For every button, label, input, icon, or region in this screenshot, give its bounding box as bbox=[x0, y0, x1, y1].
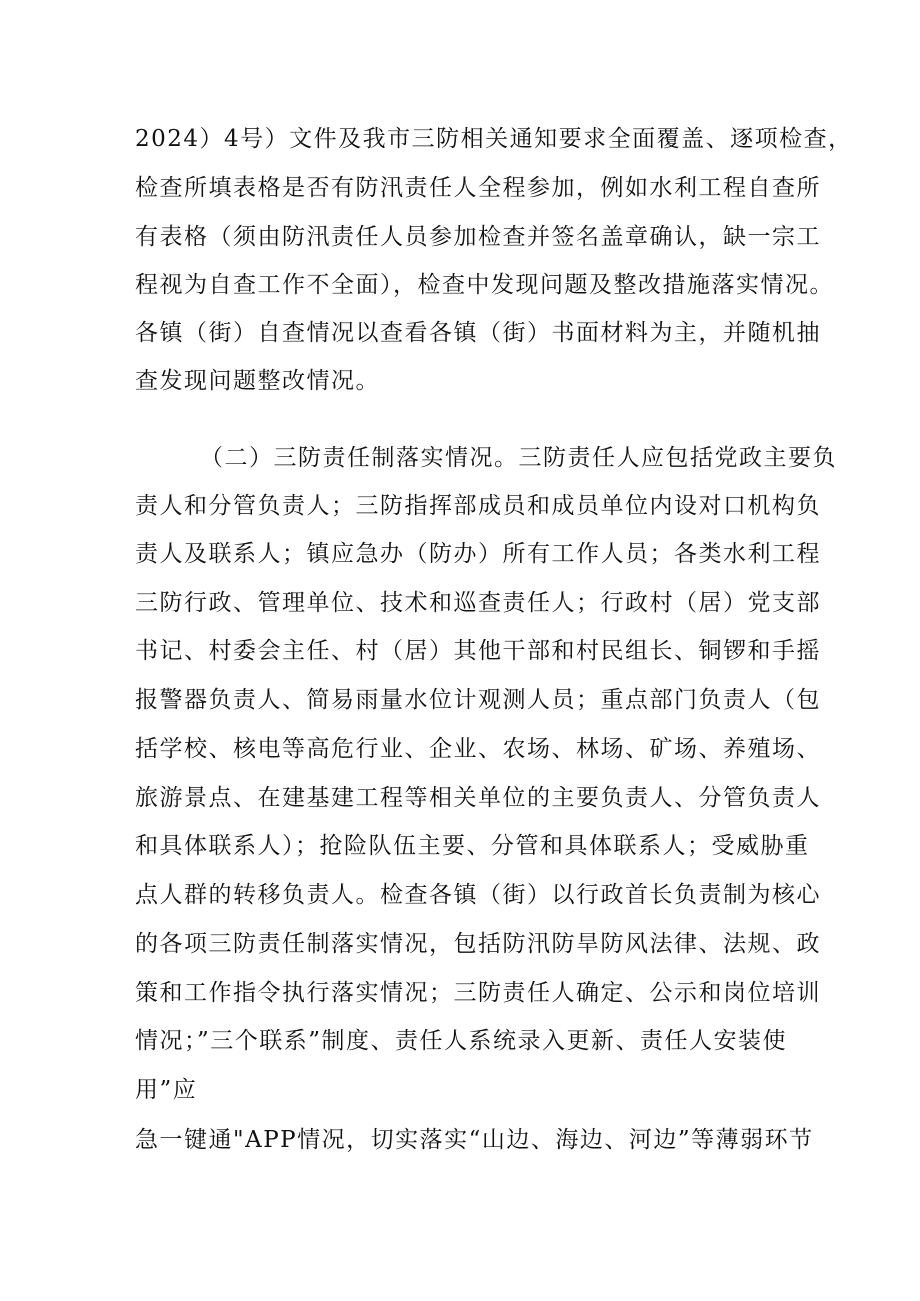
paragraph-2-line-4: 三防行政、管理单位、技术和巡查责任人；行政村（居）党支部 bbox=[135, 590, 821, 616]
paragraph-1-line-1: 2024）4号）文件及我市三防相关通知要求全面覆盖、逐项检查， bbox=[135, 126, 853, 152]
paragraph-1-line-2: 检查所填表格是否有防汛责任人全程参加，例如水利工程自查所 bbox=[135, 175, 821, 201]
paragraph-2-line-8: 旅游景点、在建基建工程等相关单位的主要负责人、分管负责人 bbox=[135, 785, 821, 811]
paragraph-2-line-6: 报警器负责人、简易雨量水位计观测人员；重点部门负责人（包 bbox=[135, 687, 821, 713]
paragraph-2-line-5: 书记、村委会主任、村（居）其他干部和村民组长、铜锣和手摇 bbox=[135, 638, 821, 664]
paragraph-1-line-4: 程视为自查工作不全面），检查中发现问题及整改措施落实情况。 bbox=[135, 272, 834, 298]
paragraph-2-line-12: 策和工作指令执行落实情况；三防责任人确定、公示和岗位培训 bbox=[135, 980, 821, 1006]
paragraph-2-line-9: 和具体联系人）；抢险队伍主要、分管和具体联系人；受威胁重 bbox=[135, 833, 810, 859]
paragraph-2-line-3: 责人及联系人；镇应急办（防办）所有工作人员；各类水利工程 bbox=[135, 541, 821, 567]
paragraph-2-line-14: 用”应 bbox=[135, 1077, 198, 1103]
paragraph-2-line-7: 括学校、核电等高危行业、企业、农场、林场、矿场、养殖场、 bbox=[135, 736, 821, 762]
paragraph-2-line-13: 情况；”三个联系”制度、责任人系统录入更新、责任人安装使 bbox=[135, 1028, 788, 1054]
paragraph-1-line-6: 查发现问题整改情况。 bbox=[135, 368, 380, 394]
paragraph-2-line-10: 点人群的转移负责人。检查各镇（街）以行政首长负责制为核心 bbox=[135, 882, 821, 908]
paragraph-2-line-15: 急一键通"APP情况，切实落实“山边、海边、河边”等薄弱环节 bbox=[135, 1127, 814, 1153]
paragraph-1-line-5: 各镇（街）自查情况以查看各镇（街）书面材料为主，并随机抽 bbox=[135, 320, 821, 346]
paragraph-2-line-2: 责人和分管负责人；三防指挥部成员和成员单位内设对口机构负 bbox=[135, 493, 821, 519]
paragraph-1-line-3: 有表格（须由防汛责任人员参加检查并签名盖章确认，缺一宗工 bbox=[135, 224, 821, 250]
paragraph-2-line-1: （二）三防责任制落实情况。三防责任人应包括党政主要负 bbox=[200, 445, 837, 471]
paragraph-2-line-11: 的各项三防责任制落实情况，包括防汛防旱防风法律、法规、政 bbox=[135, 931, 821, 957]
